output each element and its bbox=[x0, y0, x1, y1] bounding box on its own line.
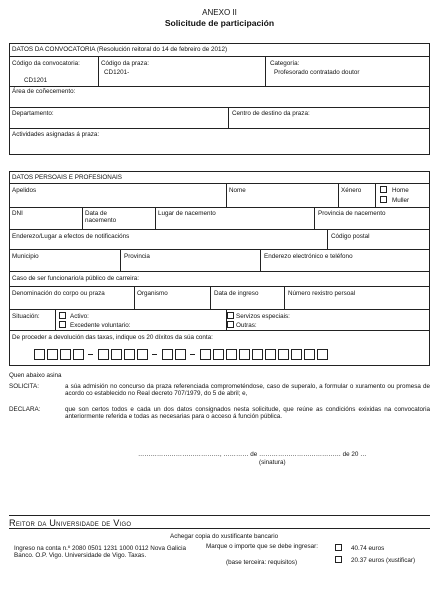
outras-checkbox[interactable] bbox=[227, 321, 234, 328]
account-digit-box[interactable] bbox=[47, 349, 58, 360]
apelidos-label: Apelidos bbox=[12, 187, 37, 194]
codigo-praza-label: Código da praza: bbox=[101, 60, 149, 67]
lugar-nacemento-label: Lugar de nacemento bbox=[158, 210, 216, 217]
codigo-convocatoria-label: Código da convocatoria: bbox=[12, 60, 80, 67]
declara-text: que son certos todos e cada un dos datos consignados nesta solicitude, que reúne as condicións exixidas na convocatoria anteriormente referida e todas as necesarias para o acceso á función pública. bbox=[65, 406, 430, 421]
codigo-praza-value[interactable]: CD1201- bbox=[104, 69, 130, 76]
data-ingreso-label: Data de ingreso bbox=[214, 290, 259, 297]
base-text: (base terceira: requisitos) bbox=[226, 559, 298, 566]
nome-label: Nome bbox=[229, 187, 246, 194]
excedente-label: Excedente voluntario: bbox=[70, 322, 131, 329]
account-digit-box[interactable] bbox=[278, 349, 289, 360]
convocatoria-section-title: DATOS DA CONVOCATORIA (Resolución reitoral do 14 de febreiro de 2012) bbox=[12, 46, 228, 53]
account-digit-box[interactable] bbox=[162, 349, 173, 360]
account-digit-box[interactable] bbox=[200, 349, 211, 360]
outras-label: Outras: bbox=[236, 322, 257, 329]
actividades-label: Actividades asignadas á praza: bbox=[12, 131, 100, 138]
account-digit-box[interactable] bbox=[60, 349, 71, 360]
ingreso-text: Ingreso na conta n.º 2080 0501 1231 1000 0112 Nova Galicia Banco. O.P. Vigo. Universidade de Vigo. Taxas. bbox=[14, 545, 186, 560]
opt1-checkbox[interactable] bbox=[335, 544, 342, 551]
home-label: Home bbox=[392, 187, 409, 194]
opt2-label: 20.37 euros (xustificar) bbox=[351, 557, 416, 564]
account-digit-box[interactable] bbox=[291, 349, 302, 360]
servizos-checkbox[interactable] bbox=[227, 312, 234, 319]
account-digit-box[interactable] bbox=[304, 349, 315, 360]
servizos-label: Servizos especiais: bbox=[236, 313, 290, 320]
xenero-label: Xénero bbox=[341, 187, 362, 194]
organismo-label: Organismo bbox=[137, 290, 168, 297]
email-label: Enderezo electrónico e teléfono bbox=[264, 253, 353, 260]
achegar-text: Achegar copia do xustificante bancario bbox=[170, 533, 279, 540]
account-digit-box[interactable] bbox=[73, 349, 84, 360]
funcionario-label: Caso de ser funcionario/a público de carreira: bbox=[12, 275, 140, 282]
situacion-label: Situación: bbox=[12, 313, 40, 320]
opt1-label: 40.74 euros bbox=[351, 545, 385, 552]
signature-label: (sinatura) bbox=[259, 459, 286, 466]
rexistro-label: Número rexistro persoal bbox=[288, 290, 356, 297]
form-title: Solicitude de participación bbox=[164, 18, 275, 28]
categoria-value[interactable]: Profesorado contratado doutor bbox=[274, 69, 360, 76]
categoria-label: Categoría: bbox=[270, 60, 300, 67]
data-nacemento-label: Data de nacemento bbox=[85, 210, 117, 225]
solicita-label: SOLICITA: bbox=[9, 383, 39, 390]
account-separator bbox=[190, 354, 195, 355]
account-digit-box[interactable] bbox=[226, 349, 237, 360]
enderezo-label: Enderezo/Lugar a efectos de notificacións bbox=[12, 233, 130, 240]
account-digit-box[interactable] bbox=[34, 349, 45, 360]
codigo-convocatoria-value[interactable]: CD1201 bbox=[24, 77, 48, 84]
opt2-checkbox[interactable] bbox=[335, 556, 342, 563]
account-digit-box[interactable] bbox=[111, 349, 122, 360]
account-digit-box[interactable] bbox=[137, 349, 148, 360]
activo-checkbox[interactable] bbox=[59, 312, 66, 319]
activo-label: Activo: bbox=[70, 313, 89, 320]
solicita-text: a súa admisión no concurso da praza referenciada comprometéndose, caso de superalo, a formular o xuramento ou promesa de acordo co establecido no Real decreto 707/1979, do 5 de abril; e, bbox=[65, 383, 430, 398]
denominacion-label: Denominación do corpo ou praza bbox=[12, 290, 105, 297]
devolucion-label: De proceder a devolución das taxas, indique os 20 díxitos da súa conta: bbox=[12, 334, 213, 341]
provincia-nacemento-label: Provincia de nacemento bbox=[318, 210, 386, 217]
muller-checkbox[interactable] bbox=[380, 196, 387, 203]
excedente-checkbox[interactable] bbox=[59, 321, 66, 328]
home-checkbox[interactable] bbox=[380, 186, 387, 193]
municipio-label: Municipio bbox=[12, 253, 39, 260]
account-digit-box[interactable] bbox=[175, 349, 186, 360]
annex-label: ANEXO II bbox=[202, 8, 237, 17]
persoais-section-title: DATOS PERSOAIS E PROFESIONAIS bbox=[12, 174, 122, 181]
marque-text: Marque o importe que se debe ingresar: bbox=[206, 543, 319, 550]
account-digit-box[interactable] bbox=[317, 349, 328, 360]
account-digit-box[interactable] bbox=[265, 349, 276, 360]
departamento-label: Departamento: bbox=[12, 110, 54, 117]
codigo-postal-label: Código postal bbox=[331, 233, 370, 240]
area-label: Área de coñecemento: bbox=[12, 88, 76, 95]
account-separator bbox=[88, 354, 93, 355]
rector-address: Reitor da Universidade de Vigo bbox=[9, 518, 132, 528]
centro-label: Centro de destino da praza: bbox=[232, 110, 310, 117]
signer-label: Quen abaixo asina bbox=[9, 372, 62, 379]
account-digit-box[interactable] bbox=[98, 349, 109, 360]
account-separator bbox=[152, 354, 157, 355]
declara-label: DECLARA: bbox=[9, 406, 41, 413]
account-digit-box[interactable] bbox=[252, 349, 263, 360]
account-digit-box[interactable] bbox=[213, 349, 224, 360]
account-digit-box[interactable] bbox=[124, 349, 135, 360]
muller-label: Muller bbox=[392, 197, 410, 204]
dni-label: DNI bbox=[12, 210, 23, 217]
date-line[interactable]: …………………………………, ………… de ………………………………… de 20 … bbox=[138, 451, 367, 458]
account-digit-box[interactable] bbox=[239, 349, 250, 360]
provincia-label: Provincia bbox=[124, 253, 150, 260]
